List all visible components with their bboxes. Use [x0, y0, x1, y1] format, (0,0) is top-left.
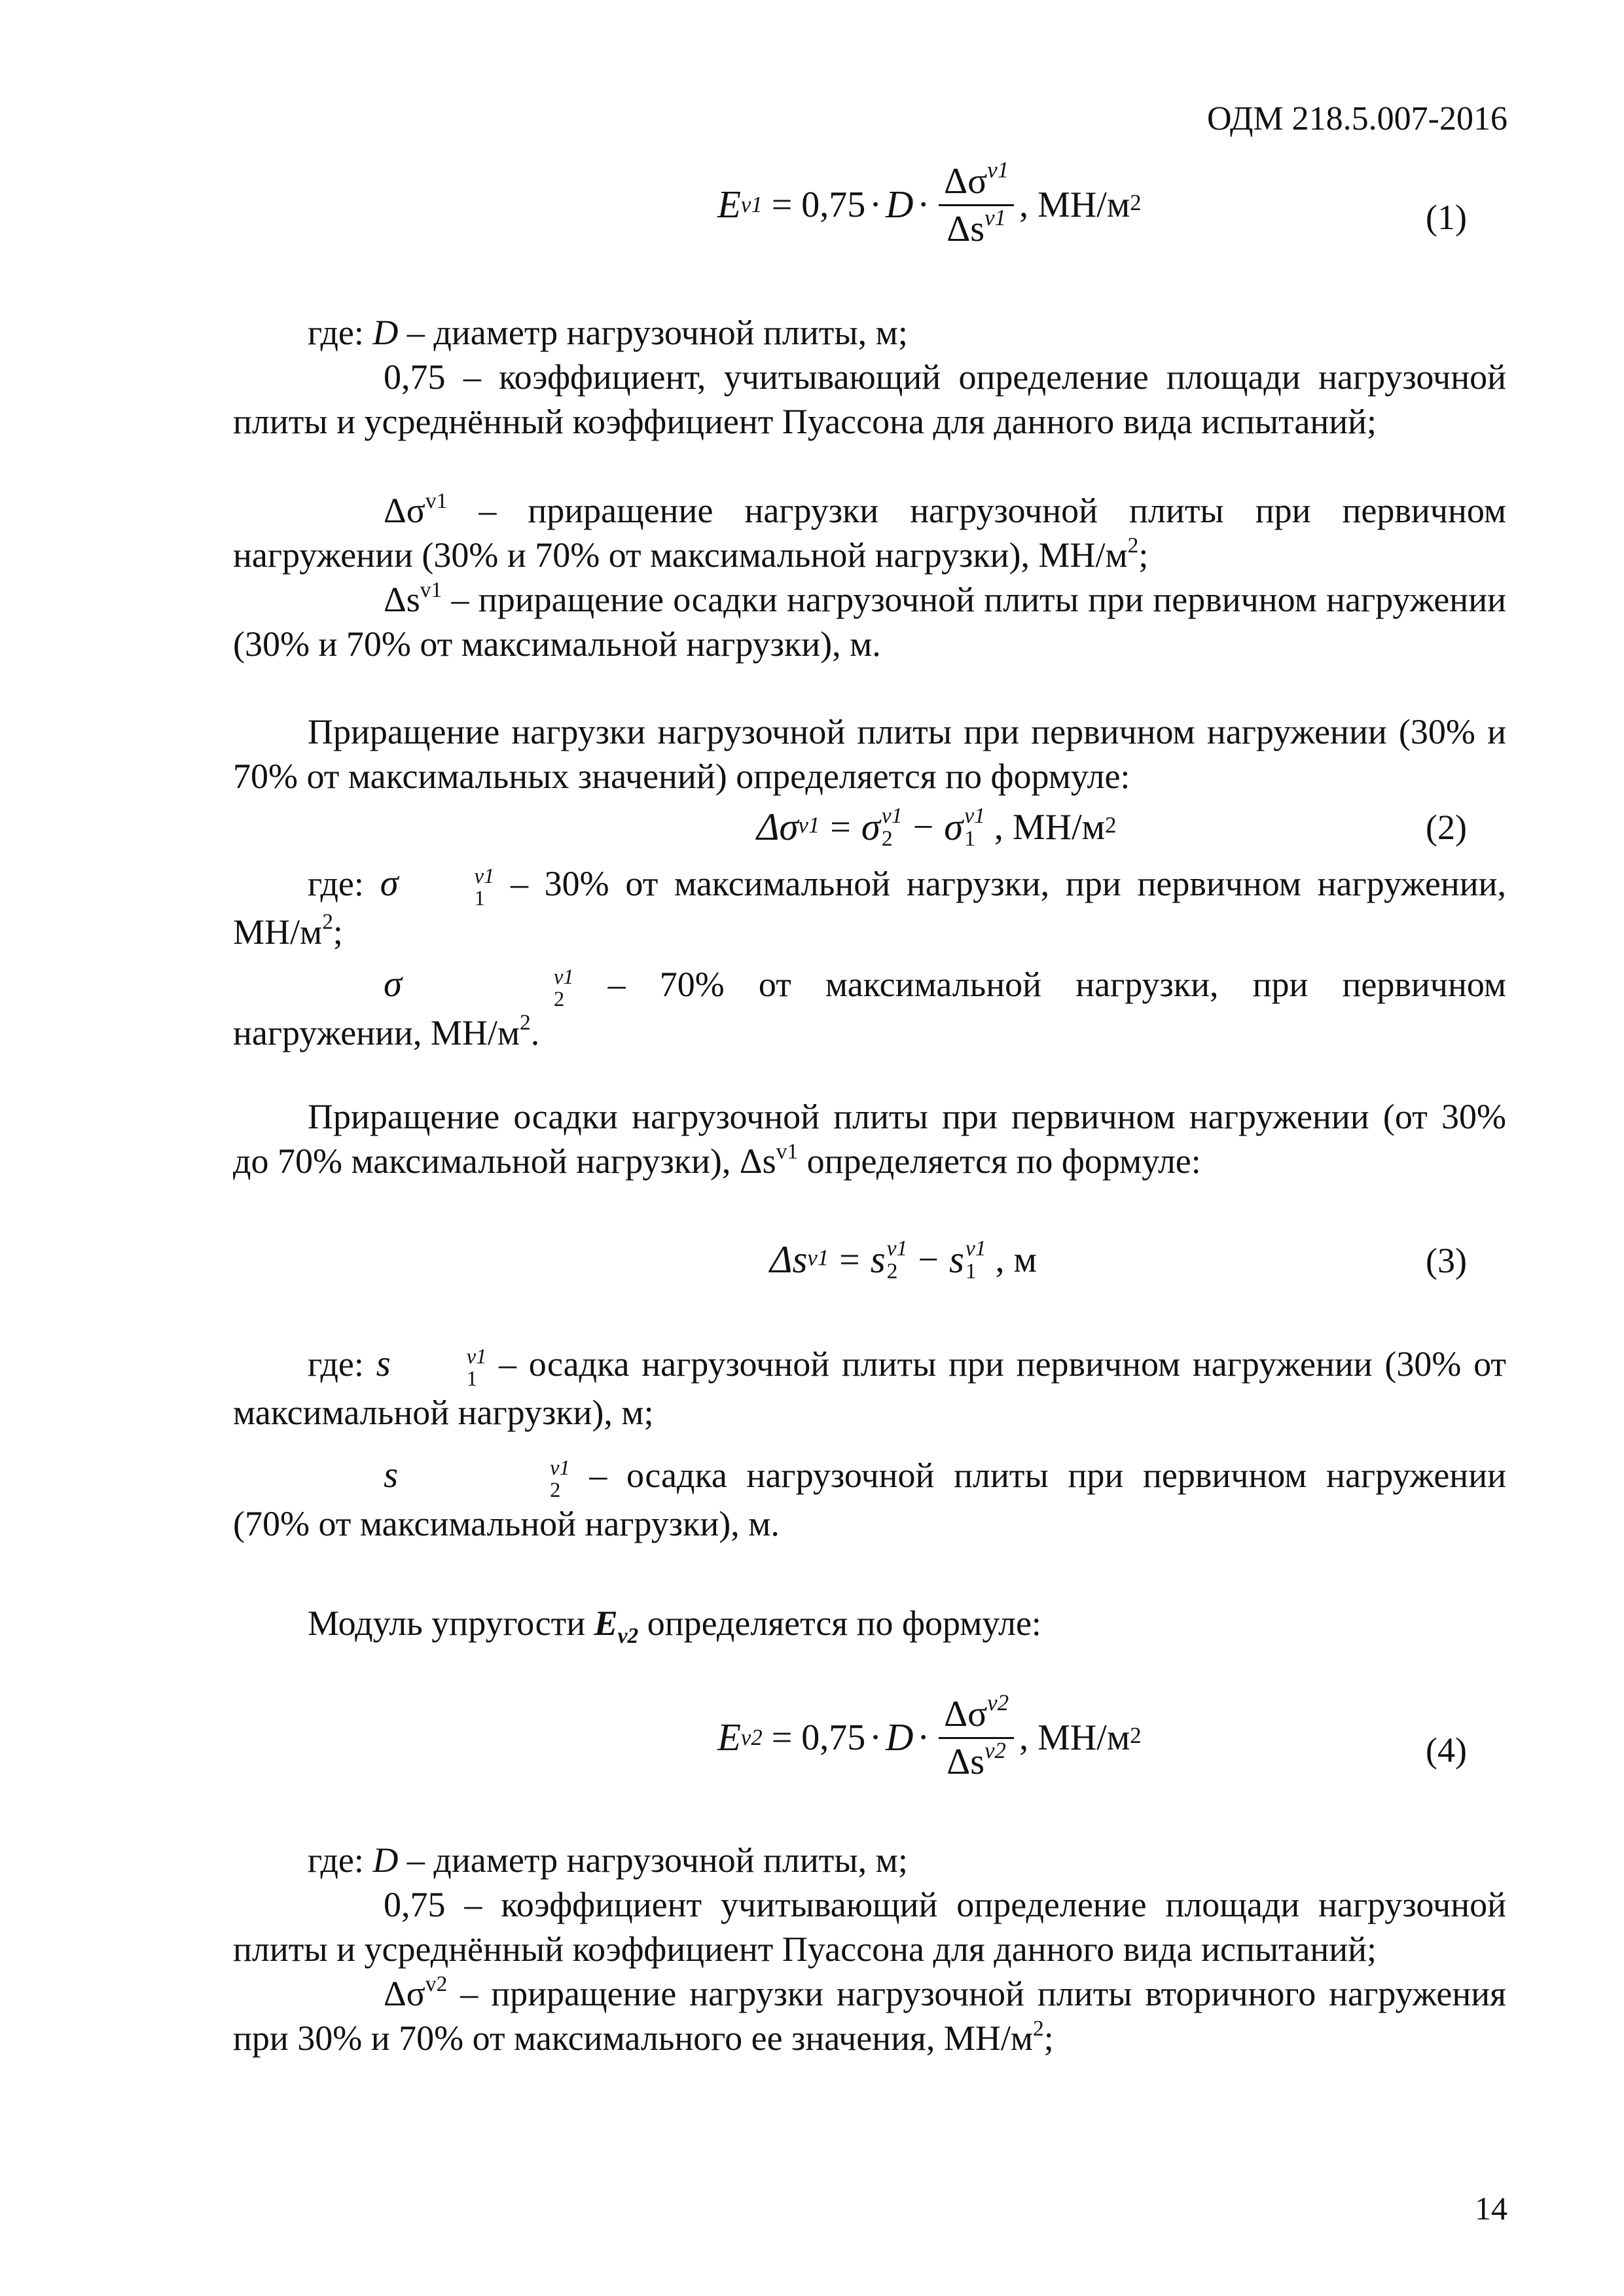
coefficient-definition-2: 0,75 – коэффициент учитывающий определение площади нагрузочной плиты и усреднённый коэффициент Пуассона для данного вида испытаний; [233, 1885, 1506, 1969]
s-1-definition: где: s v1 1 – осадка нагрузочной плиты при первичном нагружении (30% от максимальной нагрузки), м; [233, 1343, 1506, 1432]
page-number: 14 [1475, 2190, 1507, 2227]
equation-number-4: (4) [1426, 1731, 1467, 1770]
sigma-2-definition: σ v1 2 – 70% от максимальной нагрузки, при первичном нагружении, $МН/м^2$. [233, 963, 1506, 1052]
delta-sigma-v1-definition: $\Delta\sigma^{v1}$ – приращение нагрузки нагрузочной плиты при первичном нагружении (30% и 70% от максимальной нагрузки), $МН/м^2$; [233, 488, 1506, 575]
settlement-increment-paragraph: Приращение осадки нагрузочной плиты при первичном нагружении (от 30% до 70% максимальной нагрузки), $\Delta s^{v1}$ определяется по формуле: [233, 1097, 1506, 1181]
sigma-1-definition: где: σ v1 1 – 30% от максимальной нагрузки, при первичном нагружении, $МН/м^2$; [233, 863, 1507, 952]
formula-1: E v1 = 0,75 · D · $\frac{\Delta\sigma^{v1}}{\Delta s^{v1}}$ , МН/м $^2$ [717, 157, 1142, 249]
formula-3: Δs $^{v1}$ = s v1 2 − s v1 1 , м [770, 1236, 1037, 1283]
delta-s-v1-definition: $\Delta s^{v1}$ – приращение осадки нагрузочной плиты при первичном нагружении (30% и 70% от максимальной нагрузки), м. [233, 577, 1506, 664]
load-increment-paragraph: Приращение нагрузки нагрузочной плиты при первичном нагружении (30% и 70% от максимальных значений) определяется по формуле: [233, 712, 1506, 796]
formula-2: Δσ $^{v1}$ = σ v1 2 − σ v1 1 , МН/м $^2$ [757, 803, 1117, 851]
equation-number-1: (1) [1426, 198, 1467, 237]
formula-4-fraction: $\frac{\Delta\sigma^{v2}}{\Delta s^{v2}}$ [939, 1694, 1014, 1782]
s-2-definition: s v1 2 – осадка нагрузочной плиты при первичном нагружении (70% от максимальной нагрузки), м. [233, 1454, 1506, 1543]
formula-3-line [233, 1224, 1506, 1296]
where-d-definition-2: где: D – диаметр нагрузочной плиты, м; [308, 1840, 908, 1880]
where-d-definition: где: D – диаметр нагрузочной плиты, м; [308, 313, 908, 352]
delta-sigma-v2-definition: $\Delta\sigma^{v2}$ – приращение нагрузки нагрузочной плиты вторичного нагружения при 30% и 70% от максимального ее значения, $МН/м^2$; [233, 1971, 1506, 2058]
formula-1-line [233, 149, 1506, 260]
formula-4: E v2 = 0,75 · D · $\frac{\Delta\sigma^{v2}}{\Delta s^{v2}}$ , МН/м $^2$ [717, 1690, 1142, 1782]
document-code-header: ОДМ 218.5.007-2016 [1207, 100, 1507, 137]
equation-number-2: (2) [1426, 808, 1467, 847]
formula-2-line [233, 795, 1506, 860]
formula-1-fraction: $\frac{\Delta\sigma^{v1}}{\Delta s^{v1}}$ [939, 161, 1014, 249]
equation-number-3: (3) [1426, 1241, 1467, 1280]
coefficient-definition: 0,75 – коэффициент, учитывающий определение площади нагрузочной плиты и усреднённый коэффициент Пуассона для данного вида испытаний; [233, 357, 1506, 441]
formula-4-line [233, 1682, 1506, 1793]
modulus-ev2-paragraph: Модуль упругости $E_{v2}$ определяется по формуле: [308, 1604, 1041, 1648]
